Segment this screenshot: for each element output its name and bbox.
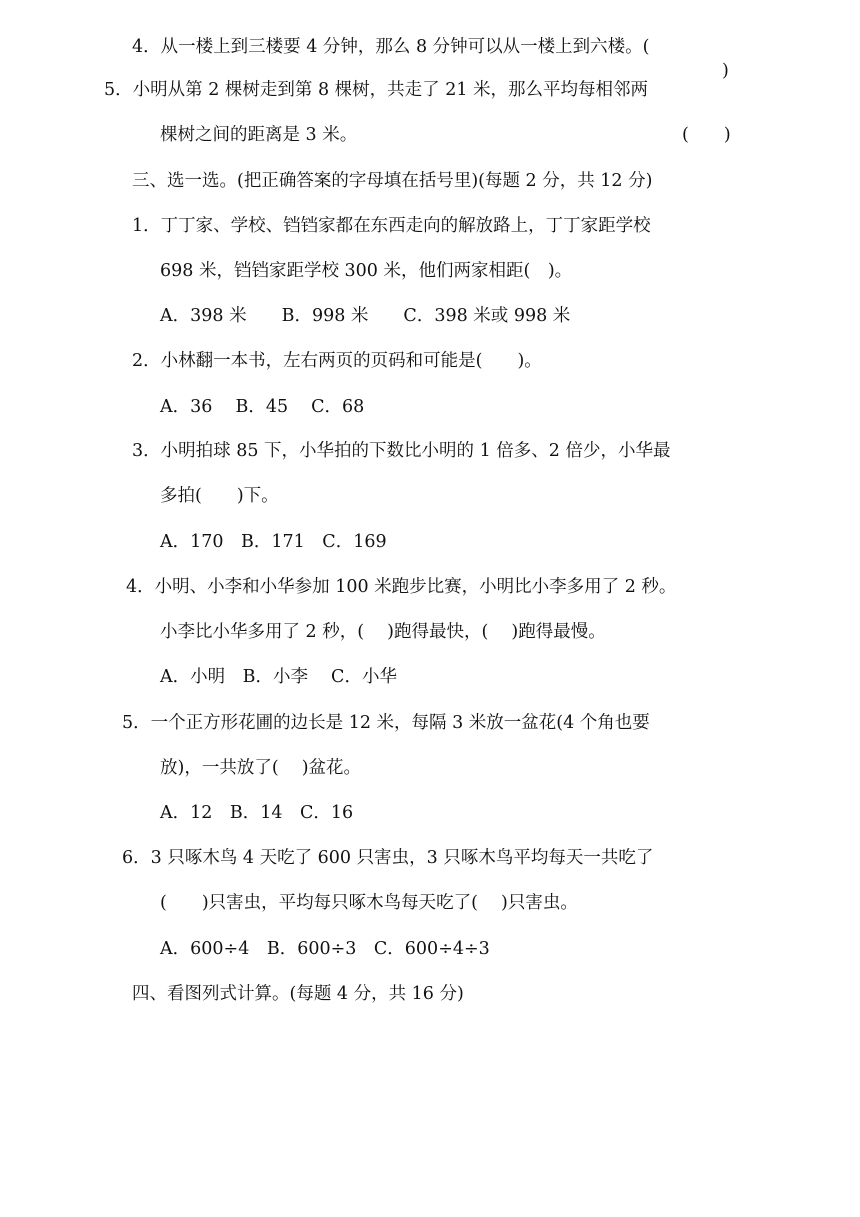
judge-q5-bracket: ( ) bbox=[682, 125, 731, 145]
question-3-line1: 3．小明拍球 85 下，小华拍的下数比小明的 1 倍多、2 倍少，小华最 bbox=[132, 441, 671, 461]
question-4-options: A．小明 B．小李 C．小华 bbox=[160, 667, 397, 687]
question-5-options: A．12 B．14 C．16 bbox=[160, 803, 354, 823]
question-1-line1: 1．丁丁家、学校、铛铛家都在东西走向的解放路上，丁丁家距学校 bbox=[132, 216, 651, 236]
question-6-line1: 6．3 只啄木鸟 4 天吃了 600 只害虫，3 只啄木鸟平均每天一共吃了 bbox=[122, 848, 654, 868]
question-1-line2: 698 米，铛铛家距学校 300 米，他们两家相距( )。 bbox=[160, 261, 573, 281]
section4-heading: 四、看图列式计算。(每题 4 分，共 16 分) bbox=[132, 984, 464, 1004]
question-4-line2: 小李比小华多用了 2 秒，( )跑得最快，( )跑得最慢。 bbox=[160, 622, 606, 642]
judge-q4-bracket: ) bbox=[722, 61, 729, 81]
question-2-options: A．36 B．45 C．68 bbox=[160, 397, 365, 417]
question-2-line1: 2．小林翻一本书，左右两页的页码和可能是( )。 bbox=[132, 351, 542, 371]
question-3-line2: 多拍( )下。 bbox=[160, 486, 279, 506]
question-1-options: A．398 米 B．998 米 C．398 米或 998 米 bbox=[160, 306, 571, 326]
section3-heading: 三、选一选。(把正确答案的字母填在括号里)(每题 2 分，共 12 分) bbox=[132, 171, 653, 191]
question-6-options: A．600÷4 B．600÷3 C．600÷4÷3 bbox=[160, 939, 490, 959]
question-5-line2: 放)，一共放了( )盆花。 bbox=[160, 758, 362, 778]
question-6-line2: ( )只害虫，平均每只啄木鸟每天吃了( )只害虫。 bbox=[160, 893, 578, 913]
question-5-line1: 5．一个正方形花圃的边长是 12 米，每隔 3 米放一盆花(4 个角也要 bbox=[122, 713, 650, 733]
question-4-line1: 4．小明、小李和小华参加 100 米跑步比赛，小明比小李多用了 2 秒。 bbox=[126, 577, 677, 597]
question-3-options: A．170 B．171 C．169 bbox=[160, 532, 387, 552]
judge-q5-line2: 棵树之间的距离是 3 米。 bbox=[160, 125, 358, 145]
judge-q4-text: 4．从一楼上到三楼要 4 分钟，那么 8 分钟可以从一楼上到六楼。( bbox=[132, 37, 650, 57]
judge-q5-line1: 5．小明从第 2 棵树走到第 8 棵树，共走了 21 米，那么平均每相邻两 bbox=[104, 80, 649, 100]
